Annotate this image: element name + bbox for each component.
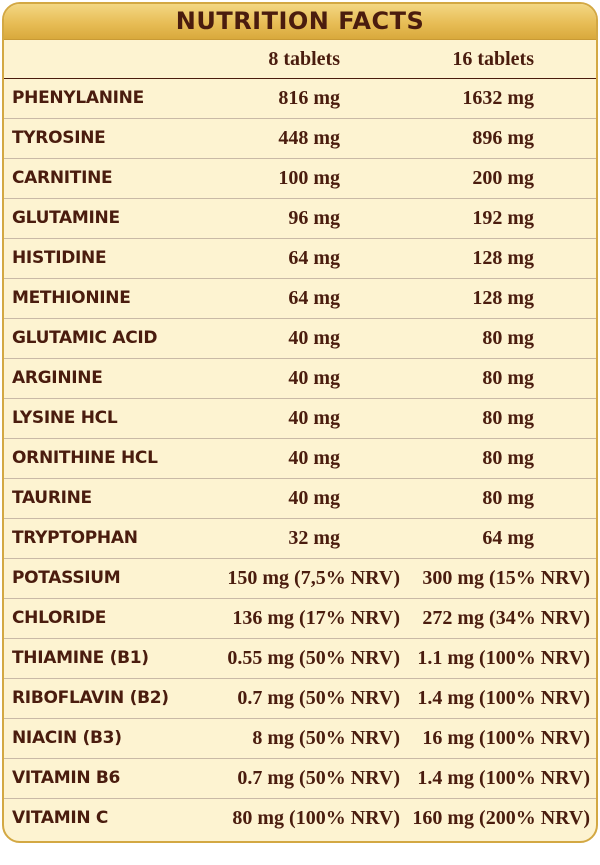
table-row	[4, 439, 596, 479]
table-row	[4, 719, 596, 759]
nutrient-name: TRYPTOPHAN	[12, 528, 138, 548]
value-16-tablets: 80 mg	[482, 407, 534, 429]
value-16-tablets: 1.4 mg (100% NRV)	[417, 767, 590, 789]
table-row	[4, 399, 596, 439]
nutrient-name: ORNITHINE HCL	[12, 448, 158, 468]
nutrient-name: METHIONINE	[12, 288, 131, 308]
nutrient-name: TAURINE	[12, 488, 92, 508]
value-16-tablets: 80 mg	[482, 447, 534, 469]
table-row	[4, 799, 596, 838]
table-row	[4, 479, 596, 519]
nutrient-name: POTASSIUM	[12, 568, 121, 588]
value-8-tablets: 64 mg	[288, 247, 340, 269]
table-row	[4, 319, 596, 359]
value-8-tablets: 32 mg	[288, 527, 340, 549]
value-8-tablets: 40 mg	[288, 487, 340, 509]
value-8-tablets: 40 mg	[288, 327, 340, 349]
table-row	[4, 119, 596, 159]
value-16-tablets: 200 mg	[472, 167, 534, 189]
value-8-tablets: 40 mg	[288, 407, 340, 429]
value-16-tablets: 1632 mg	[462, 87, 534, 109]
value-16-tablets: 128 mg	[472, 287, 534, 309]
value-16-tablets: 16 mg (100% NRV)	[422, 727, 590, 749]
nutrient-name: PHENYLANINE	[12, 88, 144, 108]
nutrient-name: GLUTAMINE	[12, 208, 120, 228]
value-8-tablets: 0.7 mg (50% NRV)	[237, 767, 400, 789]
nutrient-name: ARGININE	[12, 368, 103, 388]
table-row	[4, 519, 596, 559]
value-16-tablets: 128 mg	[472, 247, 534, 269]
table-row	[4, 159, 596, 199]
value-8-tablets: 136 mg (17% NRV)	[232, 607, 400, 629]
table-row	[4, 279, 596, 319]
table-row	[4, 359, 596, 399]
nutrient-name: HISTIDINE	[12, 248, 107, 268]
nutrient-name: NIACIN (B3)	[12, 728, 122, 748]
column-headers	[4, 40, 596, 78]
nutrient-name: THIAMINE (B1)	[12, 648, 149, 668]
value-16-tablets: 80 mg	[482, 367, 534, 389]
value-8-tablets: 80 mg (100% NRV)	[232, 807, 400, 829]
value-16-tablets: 272 mg (34% NRV)	[422, 607, 590, 629]
table-row	[4, 599, 596, 639]
value-8-tablets: 0.7 mg (50% NRV)	[237, 687, 400, 709]
value-8-tablets: 40 mg	[288, 367, 340, 389]
nutrient-name: RIBOFLAVIN (B2)	[12, 688, 169, 708]
nutrient-table	[4, 78, 596, 838]
table-row	[4, 79, 596, 119]
value-16-tablets: 300 mg (15% NRV)	[422, 567, 590, 589]
table-row	[4, 639, 596, 679]
nutrient-name: CARNITINE	[12, 168, 113, 188]
value-16-tablets: 64 mg	[482, 527, 534, 549]
value-16-tablets: 80 mg	[482, 487, 534, 509]
nutrient-name: GLUTAMIC ACID	[12, 328, 158, 348]
value-16-tablets: 192 mg	[472, 207, 534, 229]
value-16-tablets: 896 mg	[472, 127, 534, 149]
header-bar	[4, 4, 596, 40]
value-8-tablets: 100 mg	[278, 167, 340, 189]
page-title: NUTRITION FACTS	[175, 7, 425, 35]
table-row	[4, 759, 596, 799]
value-16-tablets: 80 mg	[482, 327, 534, 349]
nutrient-name: LYSINE HCL	[12, 408, 118, 428]
table-row	[4, 679, 596, 719]
value-8-tablets: 40 mg	[288, 447, 340, 469]
nutrient-name: VITAMIN C	[12, 808, 109, 828]
column-header-16-tablets: 16 tablets	[452, 48, 534, 70]
value-16-tablets: 1.4 mg (100% NRV)	[417, 687, 590, 709]
nutrient-name: VITAMIN B6	[12, 768, 121, 788]
value-8-tablets: 150 mg (7,5% NRV)	[227, 567, 400, 589]
table-row	[4, 199, 596, 239]
value-8-tablets: 96 mg	[288, 207, 340, 229]
nutrient-name: TYROSINE	[12, 128, 106, 148]
value-16-tablets: 1.1 mg (100% NRV)	[417, 647, 590, 669]
table-row	[4, 559, 596, 599]
value-8-tablets: 448 mg	[278, 127, 340, 149]
nutrition-facts-panel	[2, 2, 598, 843]
value-8-tablets: 64 mg	[288, 287, 340, 309]
value-8-tablets: 816 mg	[278, 87, 340, 109]
nutrient-name: CHLORIDE	[12, 608, 107, 628]
value-8-tablets: 8 mg (50% NRV)	[252, 727, 400, 749]
value-8-tablets: 0.55 mg (50% NRV)	[227, 647, 400, 669]
column-header-8-tablets: 8 tablets	[268, 48, 340, 70]
value-16-tablets: 160 mg (200% NRV)	[412, 807, 590, 829]
table-row	[4, 239, 596, 279]
